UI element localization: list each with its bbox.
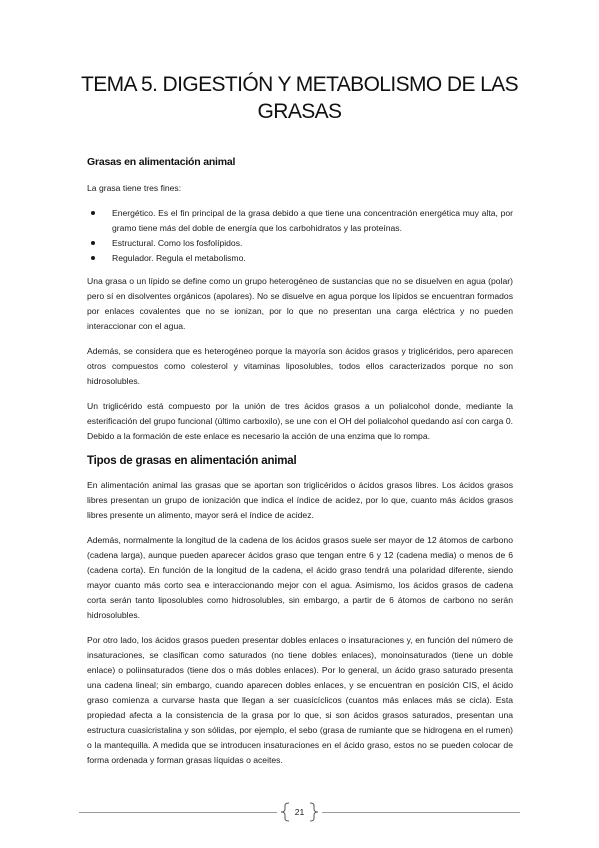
section-heading: Grasas en alimentación animal [87,156,236,168]
footer-rule-right [322,812,520,813]
paragraph: En alimentación animal las grasas que se aportan son triglicéridos o ácidos grasos libres. Los ácidos grasos libres presentan un grupo de ionización que indica el índice de acidez, por lo que, cuanto más ácidos grasos libres presente un alimento, mayor será el índice de acidez. [87,480,513,520]
right-brace-icon [308,802,320,822]
list-item-text: Energético. Es el fin principal de la grasa debido a que tiene una concentración energética muy alta, por gramo tiene más del doble de energía que los carbohidratos y las proteínas. [112,208,513,233]
section-heading: Tipos de grasas en alimentación animal [87,455,297,467]
paragraph: Por otro lado, los ácidos grasos pueden presentar dobles enlaces o insaturaciones y, en función del número de insaturaciones, se clasifican como saturados (no tiene dobles enlaces), monoinsaturados (tiene un doble enlace) o poliinsaturados (tiene dos o más dobles enlaces). Por lo general, un ácido graso saturado presenta una cadena lineal; sin embargo, cuando aparecen dobles enlaces, y se encuentran en posición CIS, el ácido graso comienza a curvarse hasta que llegan a ser cuasicíclicos (cuantos más enlaces más se cicla). Esta propiedad afecta a la consistencia de la grasa por lo que, si son ácidos grasos saturados, presentan una estructura cuasicristalina y son sólidas, por ejemplo, el sebo (grasa de rumiante que se hidrogena en el rumen) o la mantequilla. A medida que se introducen insaturaciones en el ácido graso, estos no se pueden colocar de forma ordenada y forman grasas líquidas o aceites. [87,635,513,765]
list-item-text: Estructural. Como los fosfolípidos. [112,238,243,248]
paragraph: Una grasa o un lípido se define como un grupo heterogéneo de sustancias que no se disuelven en agua (polar) pero sí en disolventes orgánicos (apolares). No se disuelve en agua porque los lípidos se encuentran formados por enlaces covalentes que no se ionizan, por lo que no presentan una carga eléctrica y no pueden interaccionar con el agua. [87,276,513,331]
paragraph: La grasa tiene tres fines: [87,183,182,193]
bullet-icon [91,211,95,215]
page-content [87,156,513,778]
list-item [87,236,513,251]
list-item [87,206,513,236]
paragraph: Un triglicérido está compuesto por la unión de tres ácidos grasos a un polialcohol donde, mediante la esterificación del grupo funcional (último carboxilo), se une con el OH del polialcohol quedando así con carga 0. Debido a la formación de este enlace es necesario la acción de una enzima que lo rompa. [87,401,513,441]
list-item [87,251,513,266]
list-item-text: Regulador. Regula el metabolismo. [112,253,246,263]
footer-rule-left [79,812,277,813]
paragraph: Además, se considera que es heterogéneo porque la mayoría son ácidos grasos y triglicéridos, pero aparecen otros compuestos como colesterol y vitaminas liposolubles, todos ellos caracterizados porque no son hidrosolubles. [87,346,513,386]
page-number: 21 [294,807,305,817]
paragraph: Además, normalmente la longitud de la cadena de los ácidos grasos suele ser mayor de 12 átomos de carbono (cadena larga), aunque pueden aparecer ácidos graso que tengan entre 6 y 12 (cadena media) o menos de 6 (cadena corta). En función de la longitud de la cadena, el ácido graso tendrá una polaridad diferente, siendo mayor cuanto más corto sea e interaccionando mejor con el agua. Asimismo, los ácidos grasos de cadena corta serán tanto liposolubles como hidrosolubles, sin embargo, a partir de 6 átomos de carbono no serán hidrosolubles. [87,535,513,620]
bullet-icon [91,256,95,260]
bullet-list [87,206,513,266]
bullet-icon [91,241,95,245]
page-footer [79,799,520,825]
page-title: TEMA 5. DIGESTIÓN Y METABOLISMO DE LAS GRASAS [81,73,518,123]
